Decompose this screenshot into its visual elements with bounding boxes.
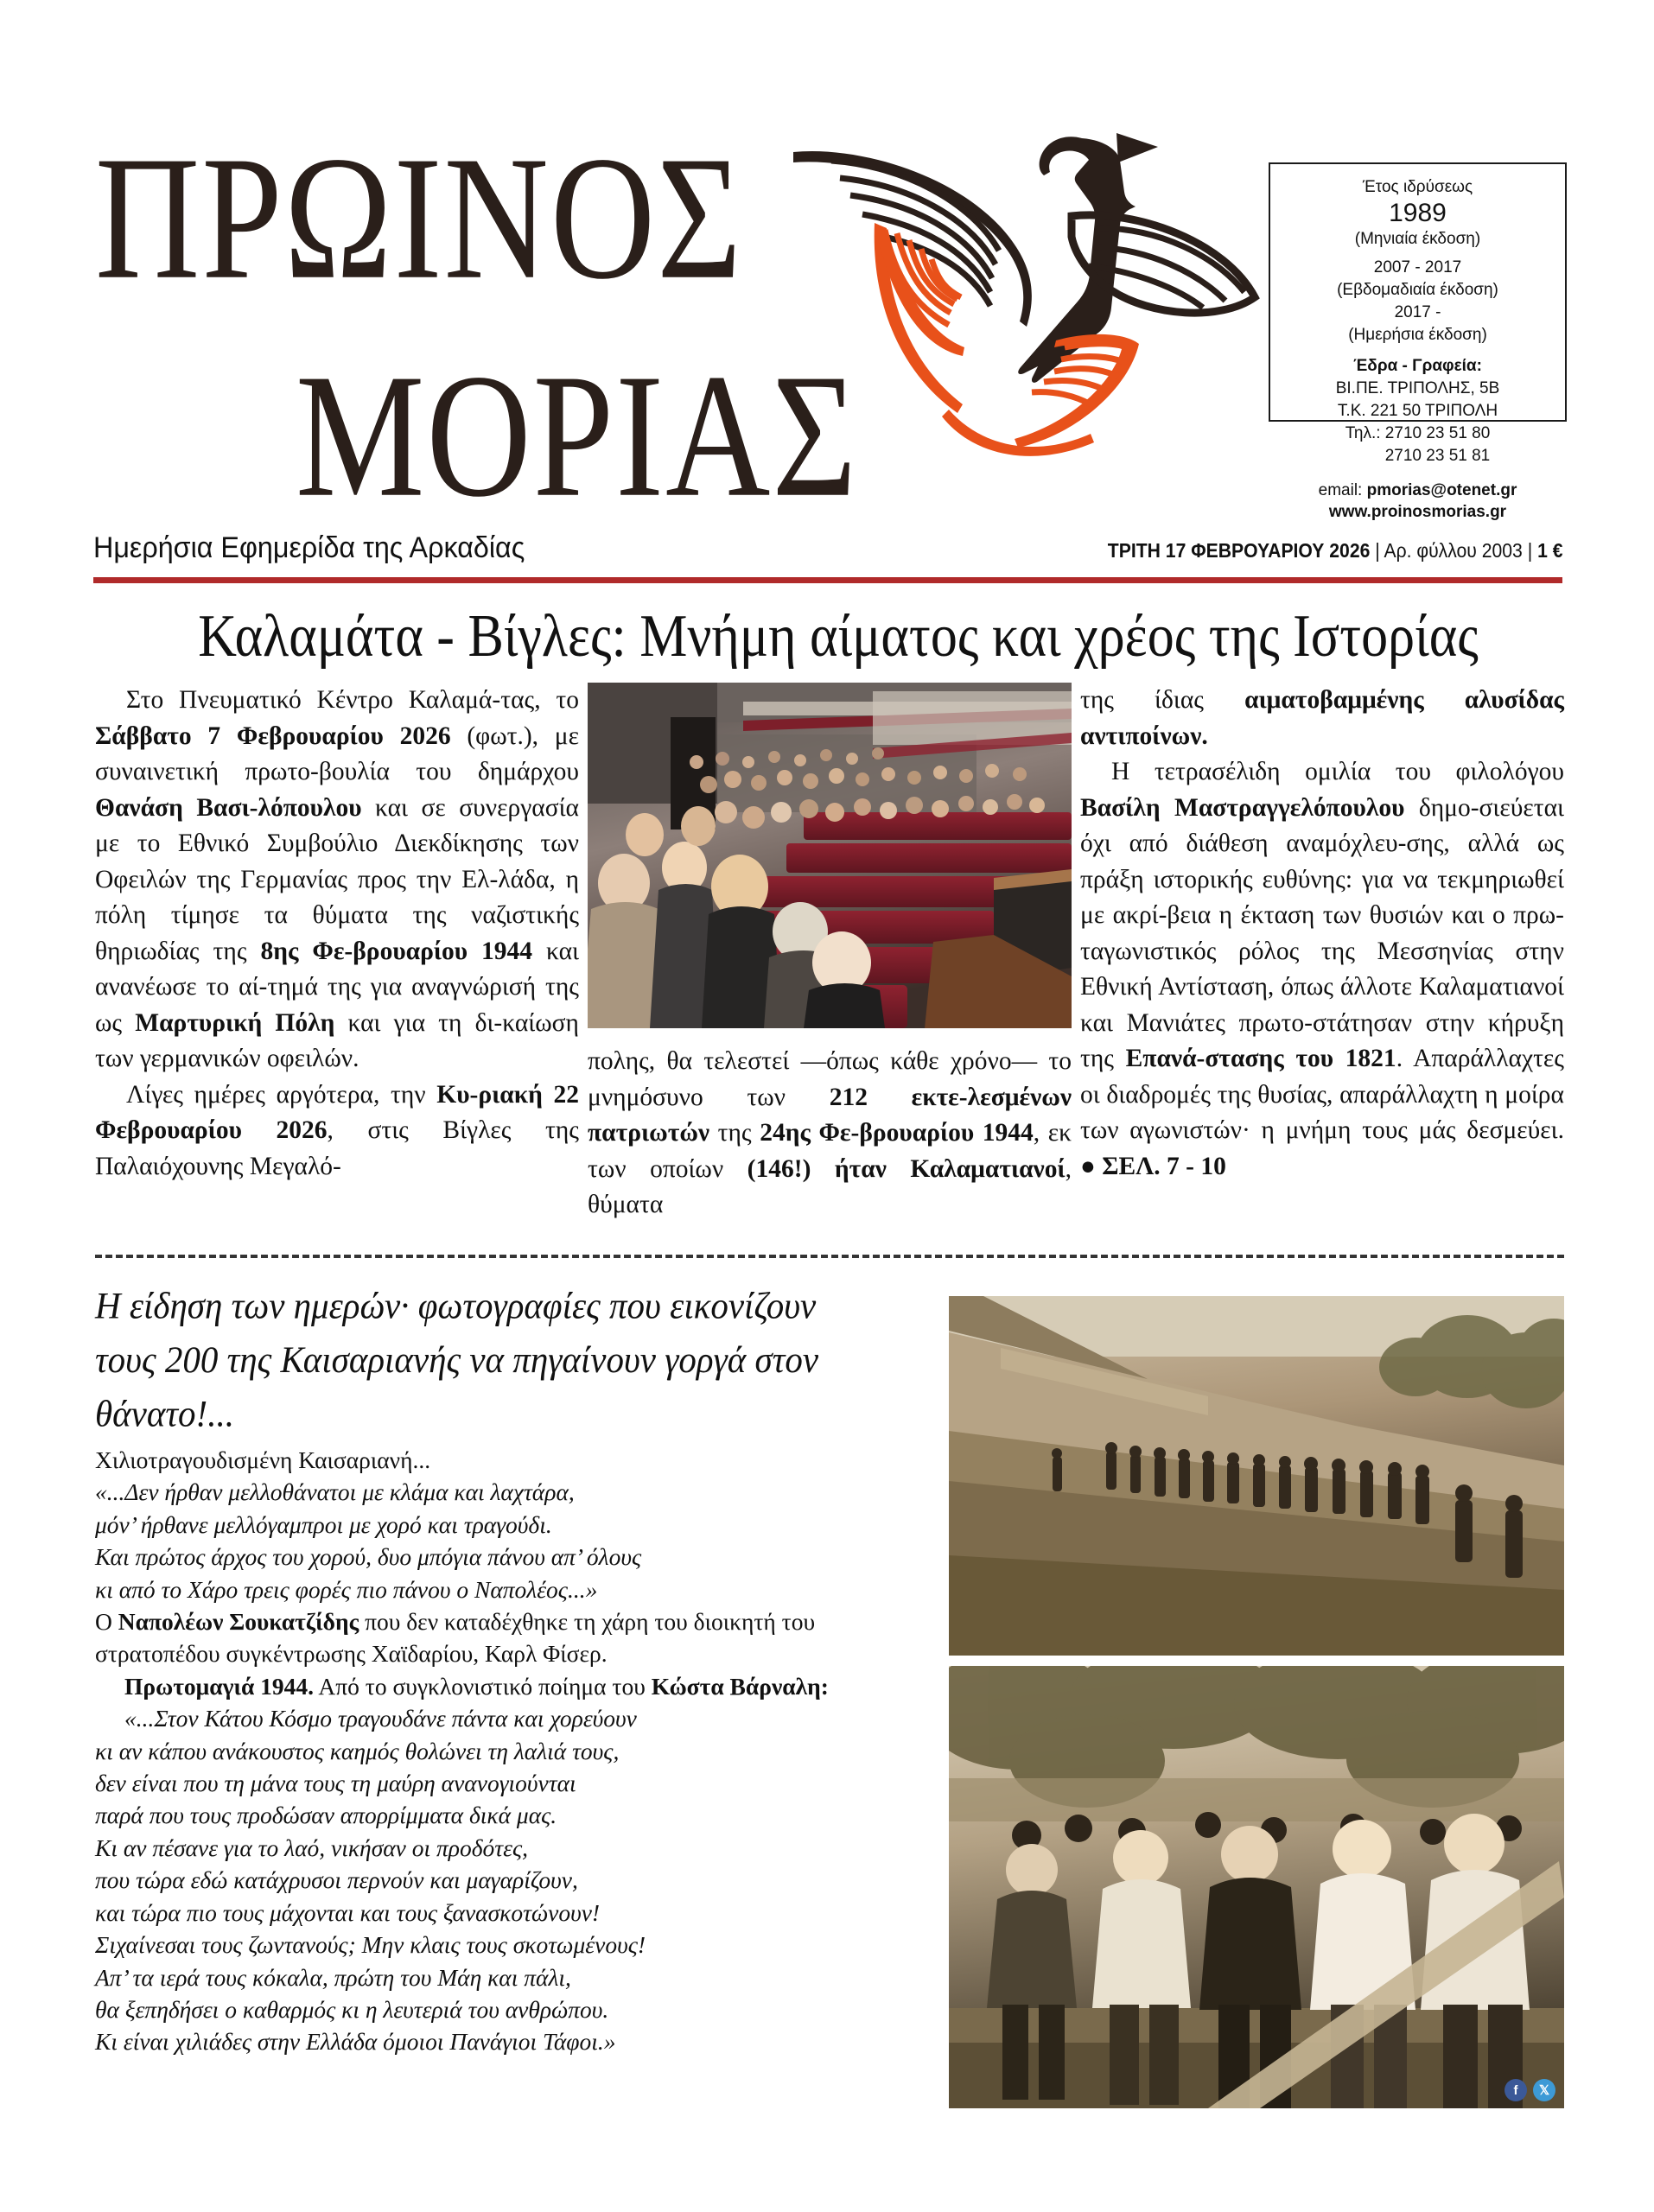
quote-line-4: κι από το Χάρο τρεις φορές πιο πάνου ο Ναπολέος...» xyxy=(95,1575,598,1603)
telephone-2: 2710 23 51 81 xyxy=(1384,447,1491,465)
logo-line-morias: ΜΟΡΙΑΣ xyxy=(296,338,859,534)
publication-info-box xyxy=(1269,162,1567,521)
poem-line: Απ’ τα ιερά τους κόκαλα, πρώτη του Μάη και πάλι, xyxy=(95,1963,571,1991)
period-2007-2017: 2007 - 2017 xyxy=(1373,258,1462,276)
lead-c3-bold3: Επανά-στασης του 1821 xyxy=(1125,1045,1396,1072)
poem-line: «...Στον Κάτου Κόσμο τραγουδάνε πάντα και χορεύουν xyxy=(124,1705,637,1732)
quote-line-1: «...Δεν ήρθαν μελλοθάνατοι με κλάμα και λαχτάρα, xyxy=(95,1478,575,1506)
prisoners-march-photo xyxy=(949,1666,1564,2108)
lead-p1-seg4: και ανανέωσε το αί-τημά της για αναγνώρισή της ως xyxy=(95,937,579,1037)
poem-line: παρά που τους προδώσαν απορρίμματα δικά μας. xyxy=(95,1802,557,1829)
prisoners-march-photo-graphic xyxy=(949,1666,1564,2108)
lead-p2-seg2: , στις Βίγλες της Παλαιόχουνης Μεγαλό- xyxy=(95,1116,579,1180)
infobox-spacer xyxy=(1275,346,1560,355)
facebook-icon[interactable]: f xyxy=(1505,2079,1527,2101)
newspaper-subtitle: Ημερήσια Εφημερίδα της Αρκαδίας xyxy=(93,531,525,564)
dashed-section-divider xyxy=(95,1255,1564,1258)
execution-site-photo-graphic xyxy=(949,1296,1564,1656)
issue-info xyxy=(1107,537,1562,563)
email-label: email: xyxy=(1318,481,1367,499)
poem-line: και τώρα πιο τους μάχονται και τους ξανασκοτώνουν! xyxy=(95,1898,601,1926)
logo-line-proinos: ΠΡΩΙΝΟΣ xyxy=(95,120,743,316)
website-line[interactable] xyxy=(1275,501,1560,523)
lead-c3-seg4: . Απαράλλαχτες οι διαδρομές της θυσίας, απαράλλαχτη η μοίρα των αγωνιστών· η μνήμη τους μάς δεσμεύει. xyxy=(1080,1045,1564,1144)
audience-photo-graphic xyxy=(588,683,1072,1028)
lead-p1-seg5: και για τη δι-καίωση των γερμανικών οφειλών. xyxy=(95,1008,579,1072)
lead-c2-seg1: πολης, θα τελεστεί —όπως κάθε χρόνο— το μνημόσυνο των xyxy=(588,1047,1072,1111)
lead-c2-bold1: 212 εκτε-λεσμένων πατριωτών xyxy=(588,1083,1072,1147)
poem-line: δεν είναι που τη μάνα τους τη μαύρη ανανογιούνται xyxy=(95,1770,576,1797)
lead-c2-bold2: 24ης Φε-βρουαρίου 1944 xyxy=(760,1119,1034,1147)
sec-p2-seg2: που δεν καταδέχθηκε τη χάρη του διοικητή του στρατοπέδου συγκέντρωσης Χαϊδαρίου, Καρλ Φίσερ. xyxy=(95,1608,816,1668)
lead-p1-bold3: 8ης Φε-βρουαρίου 1944 xyxy=(260,937,533,965)
dove-logo-icon xyxy=(778,112,1262,484)
email-line xyxy=(1275,480,1560,501)
lead-paragraph-1 xyxy=(95,683,579,1077)
audience-photo xyxy=(588,683,1072,1028)
lead-p2-bold1: Κυ-ριακή 22 Φεβρουαρίου 2026 xyxy=(95,1080,580,1144)
secondary-article-text xyxy=(95,1279,838,2058)
sec-p2-bold1: Ναπολέων Σουκατζίδης xyxy=(118,1608,359,1636)
lead-c2-bold3: (146!) ήταν Καλαματιανοί xyxy=(747,1154,1066,1183)
address-line-1: ΒΙ.ΠΕ. ΤΡΙΠΟΛΗΣ, 5Β xyxy=(1335,379,1500,397)
page-reference[interactable]: ● ΣΕΛ. 7 - 10 xyxy=(1080,1152,1226,1180)
telephone-1: Τηλ.: 2710 23 51 80 xyxy=(1345,424,1491,442)
lead-article xyxy=(95,683,1564,1236)
newspaper-logo xyxy=(95,120,873,534)
lead-c2-seg3: , εκ των οποίων xyxy=(588,1119,1072,1183)
lead-c3-bold1: αιματοβαμμένης αλυσίδας αντιποίνων. xyxy=(1080,686,1564,750)
period-2017-present-note: (Ημερήσια έκδοση) xyxy=(1348,326,1487,344)
lead-p1-bold1: Σάββατο 7 Φεβρουαρίου 2026 xyxy=(95,721,451,750)
lead-p1-seg1: Στο Πνευματικό Κέντρο Καλαμά-τας, το xyxy=(126,686,579,714)
lead-p1-bold2: Θανάση Βασι-λόπουλου xyxy=(95,793,362,822)
subtitle-bar xyxy=(93,529,1562,577)
lead-c3-bold2: Βασίλη Μαστραγγελόπουλου xyxy=(1080,793,1405,822)
lead-paragraph-2 xyxy=(95,1077,579,1185)
social-share-buttons[interactable] xyxy=(1505,2079,1555,2101)
lead-c3-paragraph-2 xyxy=(1080,754,1564,1185)
quote-line-2: μόν’ ήρθανε μελλόγαμπροι με χορό και τραγούδι. xyxy=(95,1510,552,1538)
lead-p1-bold4: Μαρτυρική Πόλη xyxy=(135,1008,335,1037)
poem-line: Κι είναι χιλιάδες στην Ελλάδα όμοιοι Πανάγιοι Τάφοι.» xyxy=(95,2028,616,2056)
main-headline: Καλαμάτα - Βίγλες: Μνήμη αίματος και χρέος της Ιστορίας xyxy=(198,603,1479,670)
poem-line: Κι αν πέσανε για το λαό, νικήσαν οι προδότες, xyxy=(95,1834,529,1861)
twitter-x-icon[interactable]: 𝕏 xyxy=(1533,2079,1555,2101)
address-line-2: Τ.Κ. 221 50 ΤΡΙΠΟΛΗ xyxy=(1337,402,1498,420)
sec-p3-bold2: Κώστα Βάρναλη: xyxy=(651,1672,829,1700)
period-2007-2017-note: (Εβδομαδιαία έκδοση) xyxy=(1337,281,1498,299)
secondary-body xyxy=(95,1444,838,2058)
lead-c3-seg1: της ίδιας xyxy=(1080,686,1245,714)
issue-price: 1 € xyxy=(1536,539,1562,562)
issue-sep-2: | xyxy=(1522,539,1537,562)
lead-c3-paragraph-1 xyxy=(1080,683,1564,754)
secondary-headline: Η είδηση των ημερών· φωτογραφίες που εικονίζουν τους 200 της Καισαριανής να πηγαίνουν γοργά στον θάνατο!... xyxy=(95,1284,819,1435)
sec-p3-bold1: Πρωτομαγιά 1944. xyxy=(124,1672,315,1700)
period-2017-present: 2017 - xyxy=(1394,303,1441,321)
lead-p1-seg3: και σε συνεργασία με το Εθνικό Συμβούλιο Διεκδίκησης των Οφειλών της Γερμανίας προς την Ελ-λάδα, η πόλη τίμησε τα θύματα της ναζιστικής θηριωδίας της xyxy=(95,793,579,965)
founded-year: 1989 xyxy=(1389,199,1447,227)
secondary-line-1: Χιλιοτραγουδισμένη Καισαριανή... xyxy=(95,1446,431,1473)
secondary-paragraph-2 xyxy=(95,1605,838,1670)
lead-article-column-1 xyxy=(95,683,579,1185)
lead-p2-seg1: Λίγες ημέρες αργότερα, την xyxy=(126,1080,437,1109)
poem-line: κι αν κάπου ανάκουστος καημός θολώνει τη λαλιά τους, xyxy=(95,1737,620,1764)
email-address[interactable]: pmorias@otenet.gr xyxy=(1366,481,1517,499)
lead-article-column-2 xyxy=(588,1044,1072,1224)
lead-article-column-3 xyxy=(1080,683,1564,1185)
red-divider-rule xyxy=(93,577,1562,583)
founded-label: Έτος ιδρύσεως xyxy=(1362,178,1473,196)
quote-line-3: Και πρώτος άρχος του χορού, δυο μπόγια πάνου απ’ όλους xyxy=(95,1543,642,1571)
sec-p3-seg1: Από το συγκλονιστικό ποίημα του xyxy=(314,1672,652,1700)
poem-line: που τώρα εδώ κατάχρυσοι περνούν και μαγαρίζουν, xyxy=(95,1866,578,1894)
issue-number: Αρ. φύλλου 2003 xyxy=(1383,539,1523,562)
issue-sep-1: | xyxy=(1369,539,1384,562)
poem-line: θα ξεπηδήσει ο καθαρμός κι η λευτεριά του ανθρώπου. xyxy=(95,1995,609,2023)
secondary-article xyxy=(95,1279,1564,2126)
masthead xyxy=(0,0,1654,570)
founded-note: (Μηνιαία έκδοση) xyxy=(1354,230,1481,248)
poem-line: Σιχαίνεσαι τους ζωντανούς; Μην κλαις τους σκοτωμένους! xyxy=(95,1931,646,1959)
website-url[interactable]: www.proinosmorias.gr xyxy=(1328,503,1507,521)
lead-c3-seg2: Η τετρασέλιδη ομιλία του φιλολόγου xyxy=(1111,758,1564,785)
secondary-paragraph-3 xyxy=(95,1670,838,1702)
lead-p1-seg2: (φωτ.), με συναινετική πρωτο-βουλία του δημάρχου xyxy=(95,721,580,785)
lead-c2-seg2: της xyxy=(709,1119,760,1147)
sec-p2-seg1: Ο xyxy=(95,1608,118,1636)
lead-c3-seg3: δημο-σιεύεται όχι από διάθεση αναμόχλευ-σης, αλλά ως πράξη ιστορικής ευθύνης: για να τεκμηριωθεί με ακρί-βεια η έκταση των θυσιών και ο πρω-ταγωνιστικός ρόλος της Μεσσηνίας στην Εθνική Αντίσταση, όπως άλλοτε Καλαματιανοί και Μανιάτες πρωτο-στάτησαν στην κήρυξη της xyxy=(1080,793,1564,1072)
issue-date: ΤΡΙΤΗ 17 ΦΕΒΡΟΥΑΡΙΟΥ 2026 xyxy=(1107,539,1370,562)
office-label: Έδρα - Γραφεία: xyxy=(1353,357,1482,375)
execution-site-photo xyxy=(949,1296,1564,1656)
lead-c2-seg4: , θύματα xyxy=(588,1154,1072,1218)
